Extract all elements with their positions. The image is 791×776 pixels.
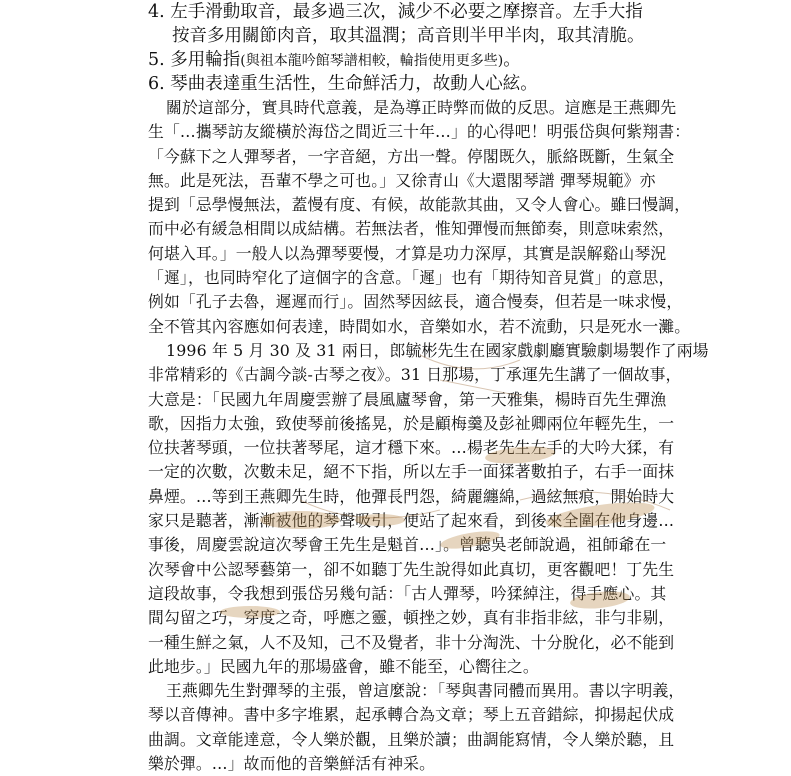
- list-item-4-continuation: 按音多用關節肉音，取其溫潤；高音則半甲半肉，取其清脆。: [172, 26, 645, 46]
- paragraph-1-line: 全不管其內容應如何表達，時間如水，音樂如水，若不流動，只是死水一灘。: [148, 316, 691, 336]
- numbered-list: [148, 0, 688, 96]
- paragraph-1-line: 提到「忌學慢無法，蓋慢有度、有候，故能款其曲，又令人會心。雖曰慢調，: [148, 195, 691, 215]
- paragraph-1-line: 無。此是死法，吾輩不學之可也。」又徐青山《大還閣琴譜 彈琴規範》亦: [148, 170, 656, 190]
- paragraph-3-line: 曲調。文章能達意，令人樂於觀，且樂於讀；曲調能寫情，令人樂於聽，且: [148, 729, 675, 749]
- paragraph-1-line: 而中必有緩急相間以成結構。若無法者，惟知彈慢而無節奏，則意味索然，: [148, 219, 675, 239]
- list-item-5-tail: 。: [503, 50, 521, 70]
- paragraph-1-line: 「遲」，也同時窄化了這個字的含意。「遲」也有「期待知音見賞」的意思，: [148, 268, 675, 288]
- paragraph-2-line: 位扶著琴頭，一位扶著琴尾，這才穩下來。…楊老先生左手的大吟大猱，有: [148, 438, 675, 458]
- list-item-6: 6. 琴曲表達重生活性，生命鮮活力，故動人心絃。: [148, 74, 538, 94]
- paragraph-1-line: 「今蘇下之人彈琴者，一字音絕，方出一聲。停閣既久，脈絡既斷，生氣全: [148, 146, 675, 166]
- list-item-5-note: (與祖本龍吟館琴譜相較，輪指使用更多些): [240, 53, 504, 69]
- paragraph-3-line: 王燕卿先生對彈琴的主張，曾這麼說：「琴與書同體而異用。書以字明義，: [166, 681, 685, 701]
- paragraph-2-line: 間勾留之巧，穿度之奇，呼應之靈，頓挫之妙，真有非指非絃，非勻非剔，: [148, 608, 675, 628]
- paragraph-2-line: 一種生鮮之氣，人不及知，己不及覺者，非十分淘洗、十分脫化，必不能到: [148, 632, 675, 652]
- paragraph-2-line: 這段故事，令我想到張岱另幾句話：「古人彈琴，吟猱綽注，得手應心。其: [148, 583, 667, 603]
- paragraph-1-line: 何堪入耳。」一般人以為彈琴要慢，才算是功力深厚，其實是誤解谿山琴況: [148, 243, 667, 263]
- paragraph-1-line: 例如「孔子去魯，遲遲而行」。固然琴因絃長，適合慢奏，但若是一味求慢，: [148, 292, 683, 312]
- paragraph-2-line: 非常精彩的《古調今談-古琴之夜》。31 日那場，丁承運先生講了一個故事，: [148, 365, 682, 385]
- paragraph-2-line: 家只是聽著，漸漸被他的琴聲吸引，便站了起來看，到後來全圍在他身邊…: [148, 511, 675, 531]
- list-item-5-text: 5. 多用輪指: [148, 50, 241, 70]
- paragraph-2-line: 大意是：「民國九年周慶雲辦了晨風廬琴會，第一天雅集，楊時百先生彈漁: [148, 389, 667, 409]
- paragraph-2-line: 次琴會中公認琴藝第一，卻不如聽丁先生說得如此真切，更客觀吧！丁先生: [148, 559, 675, 579]
- paragraph-2-line: 1996 年 5 月 30 及 31 兩日，郎毓彬先生在國家戲劇廳實驗劇場製作了兩場: [166, 340, 709, 360]
- body-text: [148, 96, 709, 776]
- paragraph-2-line: 事後，周慶雲說這次琴會王先生是魁首…」。曾聽吳老師說過，祖師爺在一: [148, 535, 667, 555]
- paragraph-2-line: 此地步。」民國九年的那場盛會，雖不能至，心嚮往之。: [148, 656, 539, 676]
- paragraph-2-line: 歌，因指力太強，致使琴前後搖晃，於是顧梅羹及彭祉卿兩位年輕先生，一: [148, 413, 675, 433]
- paragraph-1-line: 生「…攜琴訪友縱橫於海岱之間近三十年…」的心得吧！明張岱與何紫翔書：: [148, 122, 691, 142]
- paragraph-3-line: 樂於彈。…」故而他的音樂鮮活有神采。: [148, 754, 436, 774]
- paragraph-3-line: 琴以音傳神。書中多字堆累，起承轉合為文章；琴上五音錯綜，抑揚起伏成: [148, 705, 675, 725]
- paragraph-2-line: 鼻煙。…等到王燕卿先生時，他彈長門怨，綺麗纏綿，過絃無痕，開始時大: [148, 486, 675, 506]
- paragraph-1-line: 關於這部分，實具時代意義，是為導正時弊而做的反思。這應是王燕卿先: [166, 98, 677, 117]
- paragraph-2-line: 一定的次數，次數未足，絕不下指，所以左手一面猱著數拍子，右手一面抹: [148, 462, 675, 482]
- list-item-4: 4. 左手滑動取音，最多過三次，減少不必要之摩擦音。左手大指: [148, 2, 643, 22]
- list-item-5: [148, 48, 688, 72]
